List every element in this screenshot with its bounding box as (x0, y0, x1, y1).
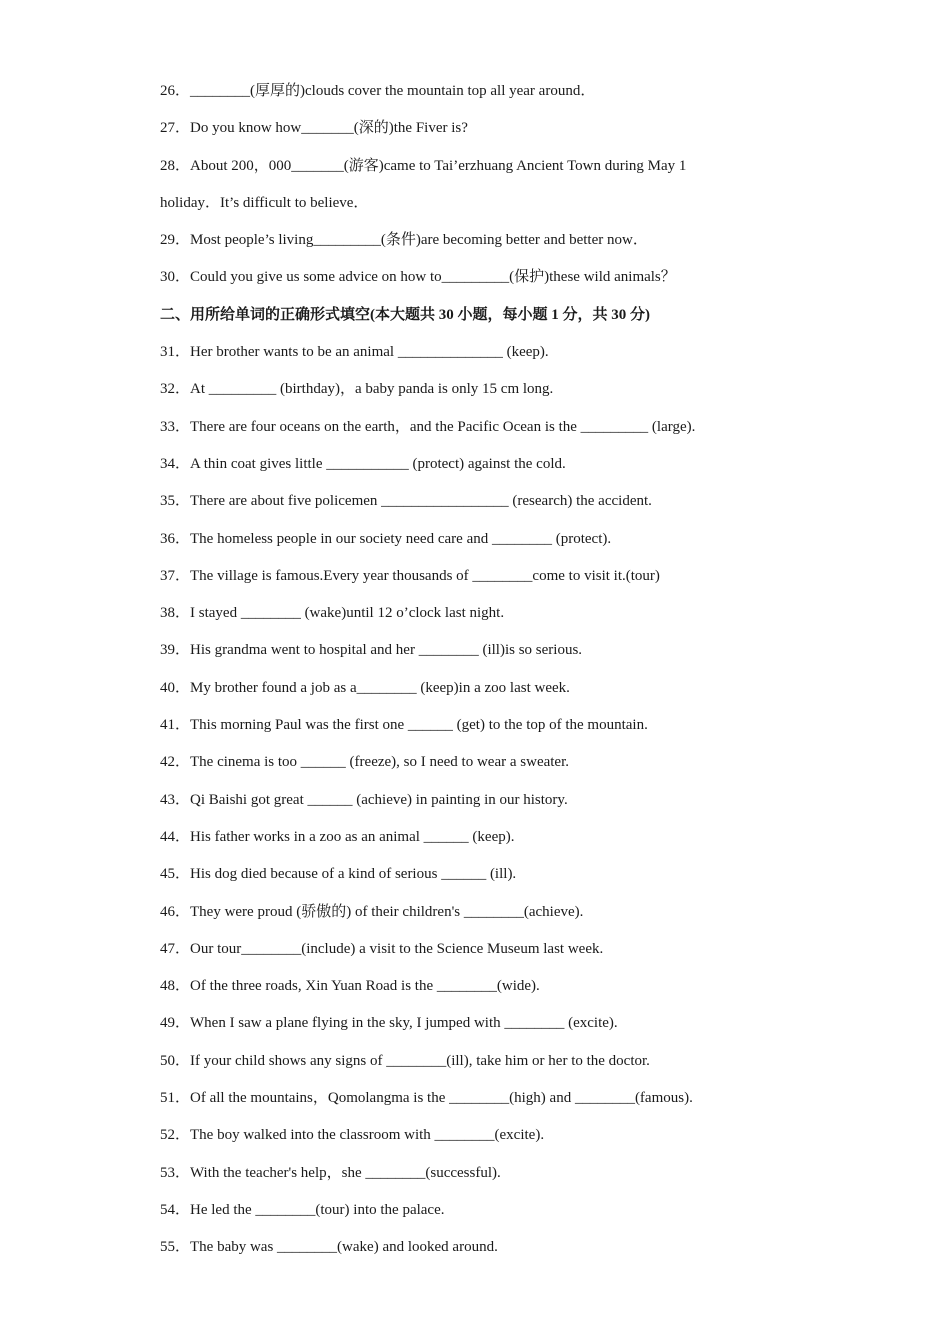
question-line: 33．There are four oceans on the earth，and the Pacific Ocean is the _________ (large). (160, 418, 696, 435)
question-line: 43．Qi Baishi got great ______ (achieve) in painting in our history. (160, 791, 568, 808)
question-line: 55．The baby was ________(wake) and looked around. (160, 1239, 498, 1256)
question-line: 54．He led the ________(tour) into the palace. (160, 1201, 445, 1218)
question-line: 28．About 200，000_______(游客)came to Tai’erzhuang Ancient Town during May 1 (160, 157, 687, 174)
question-line: 38．I stayed ________ (wake)until 12 o’clock last night. (160, 605, 505, 622)
question-line: 46．They were proud (骄傲的) of their children's ________(achieve). (160, 903, 584, 920)
question-line: 45．His dog died because of a kind of serious ______ (ill). (160, 866, 517, 883)
section-heading: 二、用所给单词的正确形式填空(本大题共 30 小题，每小题 1 分，共 30 分) (160, 306, 650, 323)
question-line: 30．Could you give us some advice on how to_________(保护)these wild animals？ (160, 269, 676, 286)
question-line: 40．My brother found a job as a________ (keep)in a zoo last week. (160, 679, 570, 696)
question-line: 39．His grandma went to hospital and her ________ (ill)is so serious. (160, 642, 583, 659)
question-line: 41．This morning Paul was the first one ______ (get) to the top of the mountain. (160, 717, 648, 734)
question-line: 31．Her brother wants to be an animal ______________ (keep). (160, 344, 549, 361)
question-line: 52．The boy walked into the classroom with ________(excite). (160, 1127, 545, 1144)
question-line: 34．A thin coat gives little ___________ (protect) against the cold. (160, 455, 566, 472)
question-line: holiday．It’s difficult to believe． (160, 194, 369, 211)
question-line: 44．His father works in a zoo as an animal ______ (keep). (160, 828, 515, 845)
question-line: 42．The cinema is too ______ (freeze), so I need to wear a sweater. (160, 754, 570, 771)
question-line: 51．Of all the mountains，Qomolangma is the ________(high) and ________(famous). (160, 1090, 693, 1107)
question-line: 49．When I saw a plane flying in the sky, I jumped with ________ (excite). (160, 1015, 618, 1032)
question-line: 26．________(厚厚的)clouds cover the mountain top all year around． (160, 83, 596, 99)
question-list (160, 78, 800, 1272)
question-line: 27．Do you know how_______(深的)the Fiver is? (160, 120, 468, 137)
question-line: 32．At _________ (birthday)，a baby panda is only 15 cm long. (160, 381, 554, 398)
question-line: 53．With the teacher's help，she ________(successful). (160, 1164, 501, 1181)
question-line: 35．There are about five policemen _________________ (research) the accident. (160, 493, 652, 510)
question-line: 36．The homeless people in our society need care and ________ (protect). (160, 530, 612, 547)
question-line: 37．The village is famous.Every year thousands of ________come to visit it.(tour) (160, 567, 660, 584)
question-line: 48．Of the three roads, Xin Yuan Road is the ________(wide). (160, 978, 540, 995)
question-line: 50．If your child shows any signs of ________(ill), take him or her to the doctor. (160, 1052, 650, 1069)
question-line: 47．Our tour________(include) a visit to the Science Museum last week. (160, 940, 604, 957)
question-line: 29．Most people’s living_________(条件)are becoming better and better now． (160, 232, 648, 249)
